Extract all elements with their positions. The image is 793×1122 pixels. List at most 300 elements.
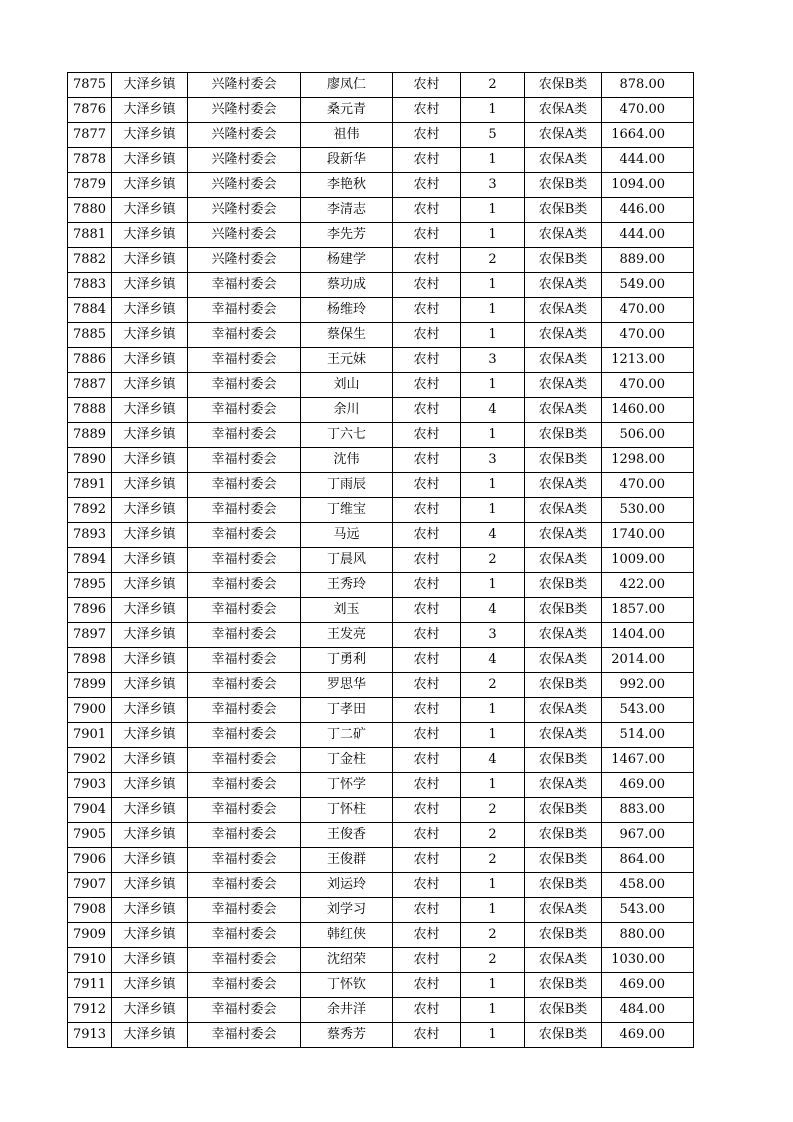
insurance-category-cell: 农保B类 — [525, 998, 602, 1023]
village-committee-cell: 幸福村委会 — [188, 298, 301, 323]
township-cell: 大泽乡镇 — [112, 648, 188, 673]
household-size-cell: 2 — [461, 823, 525, 848]
table-row — [68, 948, 694, 973]
amount-cell: 549.00 — [602, 273, 694, 298]
serial-number-cell: 7892 — [68, 498, 112, 523]
insurance-category-cell: 农保B类 — [525, 173, 602, 198]
household-size-cell: 3 — [461, 348, 525, 373]
table-row — [68, 498, 694, 523]
area-type-cell: 农村 — [393, 273, 461, 298]
township-cell: 大泽乡镇 — [112, 423, 188, 448]
township-cell: 大泽乡镇 — [112, 198, 188, 223]
amount-cell: 967.00 — [602, 823, 694, 848]
village-committee-cell: 幸福村委会 — [188, 998, 301, 1023]
amount-cell: 469.00 — [602, 1023, 694, 1048]
household-size-cell: 2 — [461, 673, 525, 698]
insurance-category-cell: 农保A类 — [525, 498, 602, 523]
area-type-cell: 农村 — [393, 1023, 461, 1048]
name-cell: 丁怀学 — [301, 773, 393, 798]
serial-number-cell: 7906 — [68, 848, 112, 873]
amount-cell: 484.00 — [602, 998, 694, 1023]
area-type-cell: 农村 — [393, 598, 461, 623]
serial-number-cell: 7890 — [68, 448, 112, 473]
insurance-category-cell: 农保B类 — [525, 798, 602, 823]
township-cell: 大泽乡镇 — [112, 598, 188, 623]
village-committee-cell: 幸福村委会 — [188, 423, 301, 448]
household-size-cell: 1 — [461, 898, 525, 923]
serial-number-cell: 7910 — [68, 948, 112, 973]
village-committee-cell: 幸福村委会 — [188, 848, 301, 873]
serial-number-cell: 7897 — [68, 623, 112, 648]
village-committee-cell: 幸福村委会 — [188, 873, 301, 898]
area-type-cell: 农村 — [393, 548, 461, 573]
area-type-cell: 农村 — [393, 873, 461, 898]
village-committee-cell: 兴隆村委会 — [188, 198, 301, 223]
table-row — [68, 423, 694, 448]
area-type-cell: 农村 — [393, 148, 461, 173]
table-row — [68, 373, 694, 398]
serial-number-cell: 7879 — [68, 173, 112, 198]
township-cell: 大泽乡镇 — [112, 273, 188, 298]
household-size-cell: 3 — [461, 623, 525, 648]
village-committee-cell: 兴隆村委会 — [188, 123, 301, 148]
village-committee-cell: 幸福村委会 — [188, 473, 301, 498]
table-row — [68, 848, 694, 873]
amount-cell: 470.00 — [602, 373, 694, 398]
name-cell: 丁金柱 — [301, 748, 393, 773]
household-size-cell: 1 — [461, 573, 525, 598]
amount-cell: 1298.00 — [602, 448, 694, 473]
insurance-category-cell: 农保B类 — [525, 1023, 602, 1048]
name-cell: 刘山 — [301, 373, 393, 398]
serial-number-cell: 7893 — [68, 523, 112, 548]
table-row — [68, 173, 694, 198]
table-row — [68, 1023, 694, 1048]
name-cell: 丁怀钦 — [301, 973, 393, 998]
table-row — [68, 873, 694, 898]
township-cell: 大泽乡镇 — [112, 723, 188, 748]
insurance-category-cell: 农保A类 — [525, 648, 602, 673]
area-type-cell: 农村 — [393, 798, 461, 823]
amount-cell: 444.00 — [602, 148, 694, 173]
table-row — [68, 148, 694, 173]
serial-number-cell: 7878 — [68, 148, 112, 173]
household-size-cell: 1 — [461, 148, 525, 173]
insurance-category-cell: 农保B类 — [525, 748, 602, 773]
insurance-category-cell: 农保A类 — [525, 323, 602, 348]
township-cell: 大泽乡镇 — [112, 148, 188, 173]
name-cell: 丁雨辰 — [301, 473, 393, 498]
table-row — [68, 123, 694, 148]
area-type-cell: 农村 — [393, 173, 461, 198]
amount-cell: 1213.00 — [602, 348, 694, 373]
name-cell: 丁晨风 — [301, 548, 393, 573]
household-size-cell: 4 — [461, 648, 525, 673]
insurance-category-cell: 农保B类 — [525, 823, 602, 848]
area-type-cell: 农村 — [393, 723, 461, 748]
area-type-cell: 农村 — [393, 948, 461, 973]
name-cell: 余川 — [301, 398, 393, 423]
amount-cell: 543.00 — [602, 698, 694, 723]
table-row — [68, 248, 694, 273]
township-cell: 大泽乡镇 — [112, 348, 188, 373]
roster-table — [67, 72, 694, 1048]
table-row — [68, 973, 694, 998]
table-row — [68, 598, 694, 623]
table-row — [68, 748, 694, 773]
serial-number-cell: 7899 — [68, 673, 112, 698]
township-cell: 大泽乡镇 — [112, 73, 188, 98]
serial-number-cell: 7904 — [68, 798, 112, 823]
amount-cell: 1460.00 — [602, 398, 694, 423]
table-row — [68, 898, 694, 923]
area-type-cell: 农村 — [393, 623, 461, 648]
household-size-cell: 4 — [461, 523, 525, 548]
insurance-category-cell: 农保B类 — [525, 923, 602, 948]
village-committee-cell: 兴隆村委会 — [188, 173, 301, 198]
serial-number-cell: 7885 — [68, 323, 112, 348]
table-row — [68, 923, 694, 948]
township-cell: 大泽乡镇 — [112, 923, 188, 948]
township-cell: 大泽乡镇 — [112, 998, 188, 1023]
insurance-category-cell: 农保A类 — [525, 773, 602, 798]
amount-cell: 883.00 — [602, 798, 694, 823]
village-committee-cell: 幸福村委会 — [188, 923, 301, 948]
village-committee-cell: 幸福村委会 — [188, 323, 301, 348]
township-cell: 大泽乡镇 — [112, 98, 188, 123]
amount-cell: 1740.00 — [602, 523, 694, 548]
household-size-cell: 1 — [461, 273, 525, 298]
name-cell: 沈绍荣 — [301, 948, 393, 973]
amount-cell: 458.00 — [602, 873, 694, 898]
table-row — [68, 73, 694, 98]
area-type-cell: 农村 — [393, 998, 461, 1023]
village-committee-cell: 幸福村委会 — [188, 273, 301, 298]
township-cell: 大泽乡镇 — [112, 398, 188, 423]
serial-number-cell: 7884 — [68, 298, 112, 323]
household-size-cell: 1 — [461, 873, 525, 898]
amount-cell: 1009.00 — [602, 548, 694, 573]
household-size-cell: 2 — [461, 798, 525, 823]
insurance-category-cell: 农保A类 — [525, 348, 602, 373]
serial-number-cell: 7905 — [68, 823, 112, 848]
insurance-category-cell: 农保B类 — [525, 573, 602, 598]
village-committee-cell: 幸福村委会 — [188, 823, 301, 848]
village-committee-cell: 幸福村委会 — [188, 798, 301, 823]
insurance-category-cell: 农保A类 — [525, 148, 602, 173]
area-type-cell: 农村 — [393, 398, 461, 423]
area-type-cell: 农村 — [393, 973, 461, 998]
serial-number-cell: 7891 — [68, 473, 112, 498]
village-committee-cell: 幸福村委会 — [188, 598, 301, 623]
amount-cell: 469.00 — [602, 773, 694, 798]
household-size-cell: 1 — [461, 98, 525, 123]
township-cell: 大泽乡镇 — [112, 373, 188, 398]
village-committee-cell: 幸福村委会 — [188, 773, 301, 798]
name-cell: 王发亮 — [301, 623, 393, 648]
township-cell: 大泽乡镇 — [112, 498, 188, 523]
table-row — [68, 448, 694, 473]
area-type-cell: 农村 — [393, 498, 461, 523]
serial-number-cell: 7901 — [68, 723, 112, 748]
insurance-category-cell: 农保A类 — [525, 223, 602, 248]
township-cell: 大泽乡镇 — [112, 773, 188, 798]
name-cell: 丁六七 — [301, 423, 393, 448]
area-type-cell: 农村 — [393, 848, 461, 873]
area-type-cell: 农村 — [393, 123, 461, 148]
township-cell: 大泽乡镇 — [112, 298, 188, 323]
household-size-cell: 1 — [461, 223, 525, 248]
name-cell: 李清志 — [301, 198, 393, 223]
serial-number-cell: 7895 — [68, 573, 112, 598]
serial-number-cell: 7898 — [68, 648, 112, 673]
amount-cell: 514.00 — [602, 723, 694, 748]
serial-number-cell: 7907 — [68, 873, 112, 898]
amount-cell: 469.00 — [602, 973, 694, 998]
serial-number-cell: 7886 — [68, 348, 112, 373]
area-type-cell: 农村 — [393, 198, 461, 223]
village-committee-cell: 幸福村委会 — [188, 748, 301, 773]
insurance-category-cell: 农保B类 — [525, 73, 602, 98]
name-cell: 廖凤仁 — [301, 73, 393, 98]
area-type-cell: 农村 — [393, 573, 461, 598]
serial-number-cell: 7875 — [68, 73, 112, 98]
amount-cell: 444.00 — [602, 223, 694, 248]
name-cell: 刘玉 — [301, 598, 393, 623]
name-cell: 丁怀柱 — [301, 798, 393, 823]
name-cell: 蔡功成 — [301, 273, 393, 298]
household-size-cell: 3 — [461, 448, 525, 473]
area-type-cell: 农村 — [393, 923, 461, 948]
township-cell: 大泽乡镇 — [112, 973, 188, 998]
amount-cell: 470.00 — [602, 98, 694, 123]
village-committee-cell: 幸福村委会 — [188, 573, 301, 598]
insurance-category-cell: 农保A类 — [525, 398, 602, 423]
household-size-cell: 2 — [461, 73, 525, 98]
table-row — [68, 723, 694, 748]
table-row — [68, 773, 694, 798]
name-cell: 杨维玲 — [301, 298, 393, 323]
insurance-category-cell: 农保A类 — [525, 373, 602, 398]
household-size-cell: 1 — [461, 773, 525, 798]
household-size-cell: 2 — [461, 548, 525, 573]
table-row — [68, 548, 694, 573]
table-row — [68, 798, 694, 823]
area-type-cell: 农村 — [393, 98, 461, 123]
village-committee-cell: 幸福村委会 — [188, 348, 301, 373]
serial-number-cell: 7880 — [68, 198, 112, 223]
household-size-cell: 5 — [461, 123, 525, 148]
name-cell: 李先芳 — [301, 223, 393, 248]
township-cell: 大泽乡镇 — [112, 873, 188, 898]
household-size-cell: 2 — [461, 948, 525, 973]
amount-cell: 1857.00 — [602, 598, 694, 623]
name-cell: 丁勇利 — [301, 648, 393, 673]
household-size-cell: 1 — [461, 298, 525, 323]
name-cell: 蔡保生 — [301, 323, 393, 348]
village-committee-cell: 幸福村委会 — [188, 623, 301, 648]
serial-number-cell: 7876 — [68, 98, 112, 123]
amount-cell: 878.00 — [602, 73, 694, 98]
area-type-cell: 农村 — [393, 748, 461, 773]
household-size-cell: 1 — [461, 373, 525, 398]
name-cell: 刘学习 — [301, 898, 393, 923]
township-cell: 大泽乡镇 — [112, 798, 188, 823]
household-size-cell: 1 — [461, 323, 525, 348]
township-cell: 大泽乡镇 — [112, 823, 188, 848]
village-committee-cell: 幸福村委会 — [188, 723, 301, 748]
area-type-cell: 农村 — [393, 348, 461, 373]
serial-number-cell: 7877 — [68, 123, 112, 148]
serial-number-cell: 7902 — [68, 748, 112, 773]
insurance-category-cell: 农保A类 — [525, 898, 602, 923]
insurance-category-cell: 农保A类 — [525, 623, 602, 648]
serial-number-cell: 7881 — [68, 223, 112, 248]
village-committee-cell: 幸福村委会 — [188, 448, 301, 473]
table-row — [68, 823, 694, 848]
name-cell: 王秀玲 — [301, 573, 393, 598]
insurance-category-cell: 农保B类 — [525, 848, 602, 873]
township-cell: 大泽乡镇 — [112, 698, 188, 723]
household-size-cell: 4 — [461, 598, 525, 623]
name-cell: 刘运玲 — [301, 873, 393, 898]
name-cell: 王俊香 — [301, 823, 393, 848]
serial-number-cell: 7909 — [68, 923, 112, 948]
name-cell: 王俊群 — [301, 848, 393, 873]
serial-number-cell: 7913 — [68, 1023, 112, 1048]
amount-cell: 470.00 — [602, 298, 694, 323]
area-type-cell: 农村 — [393, 373, 461, 398]
serial-number-cell: 7889 — [68, 423, 112, 448]
serial-number-cell: 7911 — [68, 973, 112, 998]
area-type-cell: 农村 — [393, 298, 461, 323]
insurance-category-cell: 农保A类 — [525, 698, 602, 723]
serial-number-cell: 7887 — [68, 373, 112, 398]
table-row — [68, 673, 694, 698]
insurance-category-cell: 农保B类 — [525, 673, 602, 698]
table-row — [68, 573, 694, 598]
township-cell: 大泽乡镇 — [112, 123, 188, 148]
table-row — [68, 298, 694, 323]
township-cell: 大泽乡镇 — [112, 548, 188, 573]
township-cell: 大泽乡镇 — [112, 448, 188, 473]
amount-cell: 1664.00 — [602, 123, 694, 148]
table-row — [68, 698, 694, 723]
serial-number-cell: 7903 — [68, 773, 112, 798]
village-committee-cell: 幸福村委会 — [188, 948, 301, 973]
household-size-cell: 2 — [461, 848, 525, 873]
table-row — [68, 198, 694, 223]
area-type-cell: 农村 — [393, 323, 461, 348]
township-cell: 大泽乡镇 — [112, 473, 188, 498]
serial-number-cell: 7900 — [68, 698, 112, 723]
table-row — [68, 223, 694, 248]
table-row — [68, 398, 694, 423]
name-cell: 丁二矿 — [301, 723, 393, 748]
township-cell: 大泽乡镇 — [112, 623, 188, 648]
household-size-cell: 1 — [461, 698, 525, 723]
insurance-category-cell: 农保A类 — [525, 548, 602, 573]
township-cell: 大泽乡镇 — [112, 948, 188, 973]
amount-cell: 470.00 — [602, 323, 694, 348]
area-type-cell: 农村 — [393, 773, 461, 798]
township-cell: 大泽乡镇 — [112, 223, 188, 248]
amount-cell: 880.00 — [602, 923, 694, 948]
township-cell: 大泽乡镇 — [112, 673, 188, 698]
household-size-cell: 1 — [461, 723, 525, 748]
village-committee-cell: 幸福村委会 — [188, 548, 301, 573]
table-row — [68, 98, 694, 123]
insurance-category-cell: 农保A类 — [525, 123, 602, 148]
household-size-cell: 1 — [461, 198, 525, 223]
name-cell: 罗思华 — [301, 673, 393, 698]
serial-number-cell: 7883 — [68, 273, 112, 298]
insurance-category-cell: 农保B类 — [525, 198, 602, 223]
township-cell: 大泽乡镇 — [112, 248, 188, 273]
area-type-cell: 农村 — [393, 448, 461, 473]
village-committee-cell: 幸福村委会 — [188, 898, 301, 923]
amount-cell: 530.00 — [602, 498, 694, 523]
name-cell: 桑元青 — [301, 98, 393, 123]
name-cell: 蔡秀芳 — [301, 1023, 393, 1048]
township-cell: 大泽乡镇 — [112, 748, 188, 773]
amount-cell: 1467.00 — [602, 748, 694, 773]
name-cell: 丁维宝 — [301, 498, 393, 523]
serial-number-cell: 7894 — [68, 548, 112, 573]
township-cell: 大泽乡镇 — [112, 1023, 188, 1048]
household-size-cell: 1 — [461, 423, 525, 448]
area-type-cell: 农村 — [393, 648, 461, 673]
insurance-category-cell: 农保A类 — [525, 298, 602, 323]
township-cell: 大泽乡镇 — [112, 173, 188, 198]
insurance-category-cell: 农保A类 — [525, 473, 602, 498]
serial-number-cell: 7912 — [68, 998, 112, 1023]
village-committee-cell: 幸福村委会 — [188, 973, 301, 998]
serial-number-cell: 7888 — [68, 398, 112, 423]
name-cell: 丁孝田 — [301, 698, 393, 723]
insurance-category-cell: 农保B类 — [525, 973, 602, 998]
village-committee-cell: 幸福村委会 — [188, 523, 301, 548]
household-size-cell: 1 — [461, 498, 525, 523]
table-row — [68, 348, 694, 373]
village-committee-cell: 幸福村委会 — [188, 398, 301, 423]
village-committee-cell: 幸福村委会 — [188, 648, 301, 673]
household-size-cell: 4 — [461, 398, 525, 423]
amount-cell: 889.00 — [602, 248, 694, 273]
serial-number-cell: 7896 — [68, 598, 112, 623]
insurance-category-cell: 农保A类 — [525, 523, 602, 548]
village-committee-cell: 幸福村委会 — [188, 698, 301, 723]
insurance-category-cell: 农保A类 — [525, 273, 602, 298]
insurance-category-cell: 农保A类 — [525, 723, 602, 748]
village-committee-cell: 幸福村委会 — [188, 1023, 301, 1048]
village-committee-cell: 兴隆村委会 — [188, 223, 301, 248]
township-cell: 大泽乡镇 — [112, 573, 188, 598]
amount-cell: 506.00 — [602, 423, 694, 448]
name-cell: 李艳秋 — [301, 173, 393, 198]
area-type-cell: 农村 — [393, 423, 461, 448]
insurance-category-cell: 农保B类 — [525, 248, 602, 273]
table-row — [68, 323, 694, 348]
insurance-category-cell: 农保A类 — [525, 948, 602, 973]
village-committee-cell: 兴隆村委会 — [188, 248, 301, 273]
area-type-cell: 农村 — [393, 673, 461, 698]
amount-cell: 1404.00 — [602, 623, 694, 648]
name-cell: 马远 — [301, 523, 393, 548]
household-size-cell: 1 — [461, 1023, 525, 1048]
name-cell: 余井洋 — [301, 998, 393, 1023]
area-type-cell: 农村 — [393, 823, 461, 848]
